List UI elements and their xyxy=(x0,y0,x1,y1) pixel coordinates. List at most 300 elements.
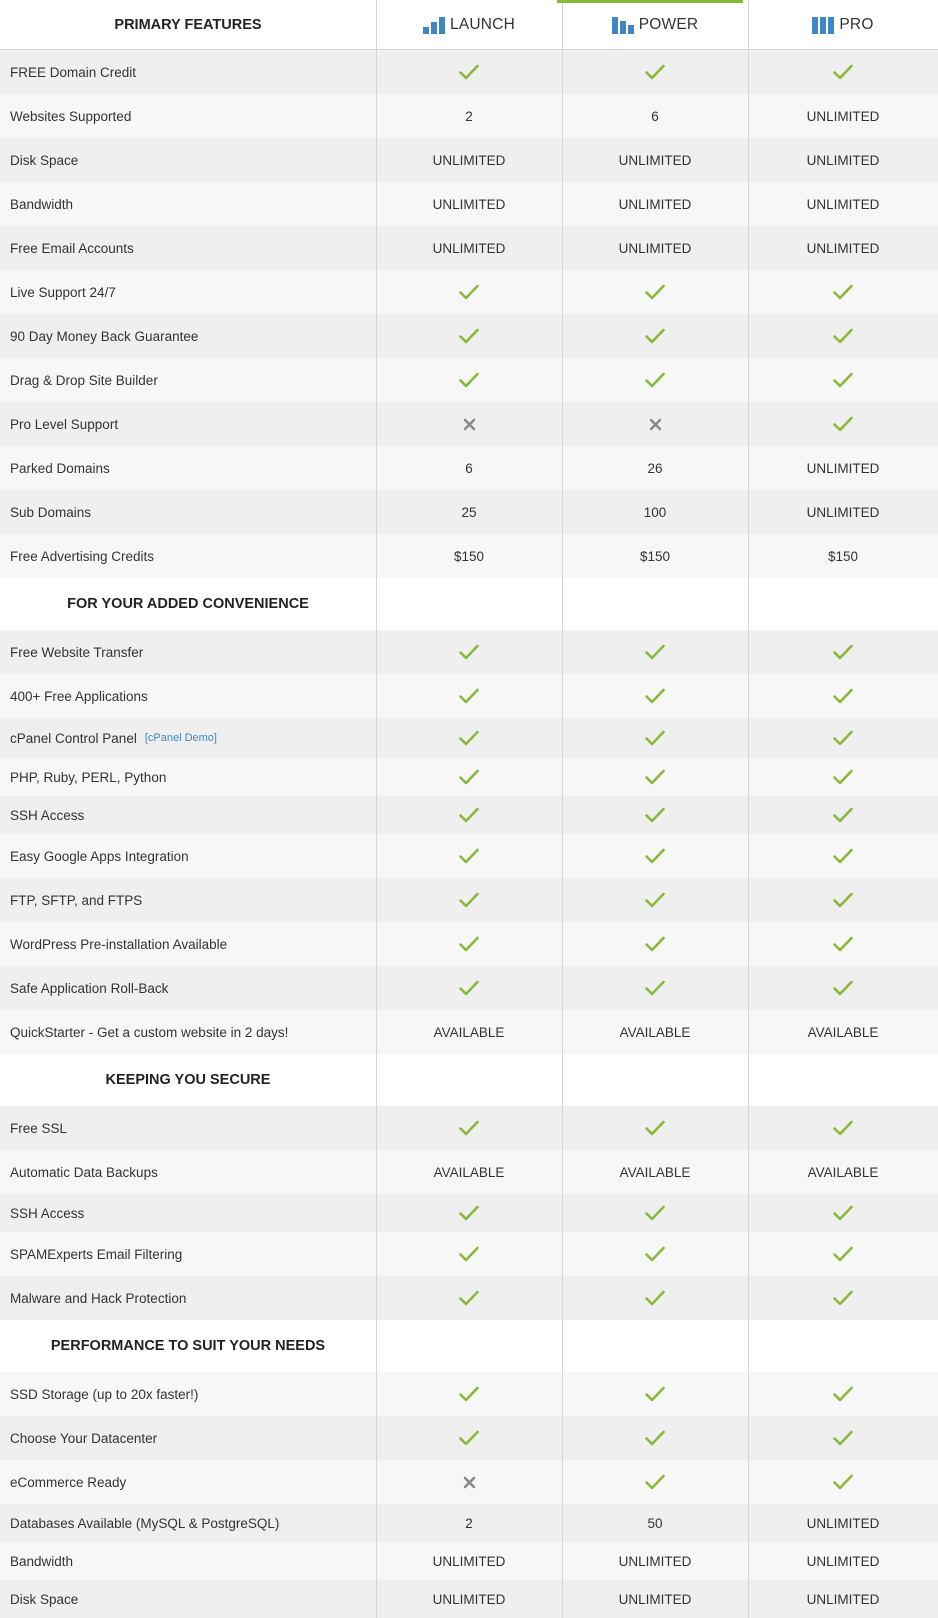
plan-value-cell xyxy=(376,1106,562,1150)
checkmark-icon xyxy=(833,807,853,823)
checkmark-icon xyxy=(833,1474,853,1490)
feature-label: Safe Application Roll-Back xyxy=(10,980,169,996)
table-row xyxy=(0,1010,938,1054)
section-empty-cell xyxy=(376,578,562,630)
feature-label-cell xyxy=(0,1276,376,1320)
section-title-cell xyxy=(0,578,376,630)
feature-label-cell xyxy=(0,630,376,674)
section-title: KEEPING YOU SECURE xyxy=(105,1072,271,1088)
plan-value-cell xyxy=(748,50,938,94)
plan-value: 100 xyxy=(643,504,667,520)
table-row xyxy=(0,402,938,446)
plan-value-cell xyxy=(562,182,748,226)
checkmark-icon xyxy=(459,892,479,908)
plan-value-cell xyxy=(562,834,748,878)
feature-label: SSH Access xyxy=(10,1205,85,1221)
table-row xyxy=(0,1194,938,1232)
plan-value-cell xyxy=(376,758,562,796)
plan-value: UNLIMITED xyxy=(618,152,692,168)
plan-value-cell xyxy=(748,878,938,922)
section-empty-cell xyxy=(562,578,748,630)
plan-value-cell xyxy=(562,758,748,796)
section-empty-cell xyxy=(562,1054,748,1106)
checkmark-icon xyxy=(459,1120,479,1136)
plan-name: POWER xyxy=(638,15,699,33)
table-row xyxy=(0,674,938,718)
plan-value-cell xyxy=(376,922,562,966)
table-row xyxy=(0,796,938,834)
feature-label-cell xyxy=(0,1416,376,1460)
plan-header-pro xyxy=(748,0,938,49)
feature-label-cell xyxy=(0,796,376,834)
plan-value-cell xyxy=(562,50,748,94)
checkmark-icon xyxy=(459,1246,479,1262)
checkmark-icon xyxy=(833,936,853,952)
table-header-row xyxy=(0,0,938,50)
plan-value: $150 xyxy=(827,548,859,564)
plan-value-cell xyxy=(748,630,938,674)
feature-label: Pro Level Support xyxy=(10,416,119,432)
plan-value-cell xyxy=(748,1150,938,1194)
plan-value-cell xyxy=(562,796,748,834)
feature-label-cell xyxy=(0,1232,376,1276)
feature-label-cell xyxy=(0,674,376,718)
plan-value-cell xyxy=(376,1460,562,1504)
table-row xyxy=(0,50,938,94)
checkmark-icon xyxy=(833,1386,853,1402)
feature-label-cell xyxy=(0,922,376,966)
feature-label-cell xyxy=(0,358,376,402)
plan-value-cell xyxy=(376,1232,562,1276)
plan-value: 2 xyxy=(465,108,473,124)
plan-value-cell xyxy=(748,270,938,314)
plan-value: 2 xyxy=(465,1515,473,1531)
feature-label-cell xyxy=(0,270,376,314)
feature-label: SPAMExperts Email Filtering xyxy=(10,1246,183,1262)
table-row xyxy=(0,358,938,402)
checkmark-icon xyxy=(833,769,853,785)
plan-value-cell xyxy=(562,1276,748,1320)
feature-label: Free Advertising Credits xyxy=(10,548,155,564)
plan-value: UNLIMITED xyxy=(806,1553,880,1569)
plan-value-cell xyxy=(748,1010,938,1054)
plan-value-cell xyxy=(376,1010,562,1054)
section-title-cell xyxy=(0,1320,376,1372)
checkmark-icon xyxy=(833,688,853,704)
checkmark-icon xyxy=(459,848,479,864)
feature-label: PHP, Ruby, PERL, Python xyxy=(10,769,167,785)
table-row xyxy=(0,270,938,314)
checkmark-icon xyxy=(645,1474,665,1490)
feature-label-cell xyxy=(0,758,376,796)
plan-value-cell xyxy=(562,358,748,402)
feature-label: Malware and Hack Protection xyxy=(10,1290,187,1306)
plan-value-cell xyxy=(376,358,562,402)
section-title-cell xyxy=(0,1054,376,1106)
checkmark-icon xyxy=(459,372,479,388)
table-row xyxy=(0,718,938,758)
plan-value: UNLIMITED xyxy=(432,1591,506,1607)
plan-value: UNLIMITED xyxy=(432,152,506,168)
checkmark-icon xyxy=(645,328,665,344)
plan-value-cell xyxy=(748,834,938,878)
feature-label: Databases Available (MySQL & PostgreSQL) xyxy=(10,1515,280,1531)
checkmark-icon xyxy=(645,284,665,300)
checkmark-icon xyxy=(833,848,853,864)
checkmark-icon xyxy=(833,1246,853,1262)
feature-label: Parked Domains xyxy=(10,460,110,476)
plan-value: UNLIMITED xyxy=(618,196,692,212)
feature-label-cell xyxy=(0,1106,376,1150)
section-empty-cell xyxy=(562,1320,748,1372)
checkmark-icon xyxy=(645,730,665,746)
feature-label: Live Support 24/7 xyxy=(10,284,116,300)
feature-label: Websites Supported xyxy=(10,108,132,124)
plan-value-cell xyxy=(562,490,748,534)
plan-value-cell xyxy=(562,674,748,718)
plan-value-cell xyxy=(376,834,562,878)
feature-label: 90 Day Money Back Guarantee xyxy=(10,328,199,344)
feature-label: Disk Space xyxy=(10,1591,79,1607)
plan-name: LAUNCH xyxy=(450,15,515,33)
checkmark-icon xyxy=(459,980,479,996)
column-divider xyxy=(376,0,377,1618)
checkmark-icon xyxy=(459,1205,479,1221)
plan-value-cell xyxy=(748,490,938,534)
plan-value-cell xyxy=(376,182,562,226)
feature-label: Sub Domains xyxy=(10,504,92,520)
feature-label-cell xyxy=(0,878,376,922)
feature-label-cell xyxy=(0,1372,376,1416)
section-title: PRIMARY FEATURES xyxy=(114,16,262,33)
table-row xyxy=(0,182,938,226)
plan-value: UNLIMITED xyxy=(806,460,880,476)
checkmark-icon xyxy=(833,1430,853,1446)
plan-value-cell xyxy=(748,1372,938,1416)
plan-value: UNLIMITED xyxy=(806,108,880,124)
plan-value-cell xyxy=(376,1580,562,1618)
checkmark-icon xyxy=(645,807,665,823)
section-header-row xyxy=(0,1320,938,1372)
checkmark-icon xyxy=(833,372,853,388)
checkmark-icon xyxy=(459,730,479,746)
plan-value-cell xyxy=(376,1194,562,1232)
table-row xyxy=(0,446,938,490)
feature-label-cell xyxy=(0,718,376,758)
plan-value-cell xyxy=(562,1194,748,1232)
plan-value-cell xyxy=(748,1542,938,1580)
plan-value-cell xyxy=(376,314,562,358)
plan-value-cell xyxy=(748,1232,938,1276)
plan-value: UNLIMITED xyxy=(806,504,880,520)
feature-label-cell xyxy=(0,226,376,270)
feature-label: QuickStarter - Get a custom website in 2 days! xyxy=(10,1024,289,1040)
feature-label-cell xyxy=(0,402,376,446)
plan-value-cell xyxy=(376,966,562,1010)
plan-value-cell xyxy=(748,1504,938,1542)
feature-label-cell xyxy=(0,182,376,226)
feature-label-cell xyxy=(0,138,376,182)
cross-icon xyxy=(463,1476,476,1489)
feature-label-cell xyxy=(0,446,376,490)
plan-value-cell xyxy=(562,1150,748,1194)
column-divider xyxy=(748,0,749,1618)
table-row xyxy=(0,1232,938,1276)
plan-value-cell xyxy=(748,534,938,578)
feature-label: 400+ Free Applications xyxy=(10,688,148,704)
feature-label-cell xyxy=(0,94,376,138)
plan-value: AVAILABLE xyxy=(433,1164,505,1180)
table-row xyxy=(0,1106,938,1150)
checkmark-icon xyxy=(645,64,665,80)
plan-value-cell xyxy=(748,446,938,490)
checkmark-icon xyxy=(459,1386,479,1402)
table-row xyxy=(0,1542,938,1580)
plan-value-cell xyxy=(562,922,748,966)
checkmark-icon xyxy=(833,644,853,660)
checkmark-icon xyxy=(459,1430,479,1446)
plan-value-cell xyxy=(376,534,562,578)
plan-value: 50 xyxy=(647,1515,663,1531)
feature-label: eCommerce Ready xyxy=(10,1474,127,1490)
plan-header-power xyxy=(562,0,748,49)
checkmark-icon xyxy=(833,892,853,908)
feature-label: Automatic Data Backups xyxy=(10,1164,158,1180)
plan-value-cell xyxy=(562,1504,748,1542)
checkmark-icon xyxy=(833,1120,853,1136)
plan-value-cell xyxy=(562,1542,748,1580)
plan-value-cell xyxy=(376,94,562,138)
plan-value: UNLIMITED xyxy=(806,240,880,256)
plan-value: 6 xyxy=(465,460,473,476)
table-row xyxy=(0,922,938,966)
checkmark-icon xyxy=(645,1246,665,1262)
plan-value-cell xyxy=(748,966,938,1010)
plan-value-cell xyxy=(562,226,748,270)
plan-value-cell xyxy=(376,1416,562,1460)
feature-label: Free Email Accounts xyxy=(10,240,134,256)
feature-label-cell xyxy=(0,1504,376,1542)
checkmark-icon xyxy=(459,807,479,823)
cpanel-demo-link[interactable]: [cPanel Demo] xyxy=(144,732,217,744)
feature-label-cell xyxy=(0,834,376,878)
plan-value-cell xyxy=(562,402,748,446)
plan-value-cell xyxy=(562,878,748,922)
table-row xyxy=(0,834,938,878)
feature-label: cPanel Control Panel xyxy=(10,730,137,746)
section-empty-cell xyxy=(748,1320,938,1372)
bars-full-icon xyxy=(812,16,834,34)
feature-label-cell xyxy=(0,314,376,358)
plan-value-cell xyxy=(748,402,938,446)
plan-value: $150 xyxy=(639,548,671,564)
checkmark-icon xyxy=(833,284,853,300)
checkmark-icon xyxy=(645,372,665,388)
plan-value-cell xyxy=(562,718,748,758)
table-row xyxy=(0,94,938,138)
checkmark-icon xyxy=(645,1386,665,1402)
feature-label: WordPress Pre-installation Available xyxy=(10,936,228,952)
plan-value-cell xyxy=(376,270,562,314)
plan-value-cell xyxy=(562,446,748,490)
plan-value-cell xyxy=(562,94,748,138)
plan-value-cell xyxy=(562,1460,748,1504)
bars-rising-icon xyxy=(423,16,445,34)
section-header-row xyxy=(0,578,938,630)
section-title: PERFORMANCE TO SUIT YOUR NEEDS xyxy=(50,1338,326,1354)
table-row xyxy=(0,226,938,270)
checkmark-icon xyxy=(459,769,479,785)
table-row xyxy=(0,534,938,578)
table-row xyxy=(0,878,938,922)
plan-value-cell xyxy=(748,1276,938,1320)
plan-value-cell xyxy=(376,1276,562,1320)
table-row xyxy=(0,1150,938,1194)
plan-value-cell xyxy=(748,718,938,758)
plan-value: AVAILABLE xyxy=(807,1024,879,1040)
feature-label-cell xyxy=(0,966,376,1010)
feature-label: Free SSL xyxy=(10,1120,68,1136)
checkmark-icon xyxy=(645,1290,665,1306)
plan-value-cell xyxy=(748,94,938,138)
table-row xyxy=(0,1580,938,1618)
plan-value-cell xyxy=(562,1580,748,1618)
plan-value-cell xyxy=(748,138,938,182)
column-divider xyxy=(562,0,563,1618)
plan-value-cell xyxy=(376,718,562,758)
feature-label: Easy Google Apps Integration xyxy=(10,848,189,864)
feature-label-cell xyxy=(0,1194,376,1232)
plan-value-cell xyxy=(376,226,562,270)
plan-value-cell xyxy=(376,490,562,534)
plan-value-cell xyxy=(376,630,562,674)
feature-label-cell xyxy=(0,490,376,534)
plan-value-cell xyxy=(376,50,562,94)
plan-value-cell xyxy=(562,1416,748,1460)
feature-label-cell xyxy=(0,1460,376,1504)
feature-label: SSD Storage (up to 20x faster!) xyxy=(10,1386,199,1402)
feature-label-cell xyxy=(0,1150,376,1194)
plan-value: AVAILABLE xyxy=(433,1024,505,1040)
checkmark-icon xyxy=(833,64,853,80)
feature-label: Choose Your Datacenter xyxy=(10,1430,158,1446)
feature-label: Bandwidth xyxy=(10,196,74,212)
plan-value: 25 xyxy=(461,504,477,520)
plan-value-cell xyxy=(562,1106,748,1150)
checkmark-icon xyxy=(645,1120,665,1136)
plan-value-cell xyxy=(376,138,562,182)
checkmark-icon xyxy=(645,892,665,908)
checkmark-icon xyxy=(645,848,665,864)
checkmark-icon xyxy=(645,769,665,785)
plan-value: UNLIMITED xyxy=(432,196,506,212)
checkmark-icon xyxy=(833,416,853,432)
cross-icon xyxy=(649,418,662,431)
checkmark-icon xyxy=(459,936,479,952)
checkmark-icon xyxy=(645,980,665,996)
bars-mid-icon xyxy=(612,16,634,34)
plan-value: AVAILABLE xyxy=(619,1024,691,1040)
table-row xyxy=(0,966,938,1010)
plan-value: UNLIMITED xyxy=(432,240,506,256)
table-row xyxy=(0,1460,938,1504)
plan-value-cell xyxy=(562,1372,748,1416)
feature-label-cell xyxy=(0,1542,376,1580)
plan-value-cell xyxy=(562,1232,748,1276)
plan-value-cell xyxy=(376,1372,562,1416)
section-title-cell xyxy=(0,0,376,49)
power-plan-highlight xyxy=(557,0,743,3)
checkmark-icon xyxy=(645,688,665,704)
plan-value-cell xyxy=(748,314,938,358)
plan-value-cell xyxy=(376,674,562,718)
feature-label-cell xyxy=(0,1010,376,1054)
plan-value-cell xyxy=(748,1194,938,1232)
plan-header-launch xyxy=(376,0,562,49)
plan-value-cell xyxy=(748,674,938,718)
table-row xyxy=(0,1416,938,1460)
feature-label: Drag & Drop Site Builder xyxy=(10,372,158,388)
checkmark-icon xyxy=(833,328,853,344)
checkmark-icon xyxy=(833,1290,853,1306)
section-empty-cell xyxy=(376,1320,562,1372)
feature-label: FTP, SFTP, and FTPS xyxy=(10,892,143,908)
checkmark-icon xyxy=(459,1290,479,1306)
checkmark-icon xyxy=(833,730,853,746)
plan-value-cell xyxy=(562,270,748,314)
plan-value-cell xyxy=(376,878,562,922)
checkmark-icon xyxy=(833,980,853,996)
table-row xyxy=(0,1276,938,1320)
checkmark-icon xyxy=(645,936,665,952)
plan-value-cell xyxy=(748,758,938,796)
plan-value: UNLIMITED xyxy=(806,1515,880,1531)
plan-value: UNLIMITED xyxy=(806,152,880,168)
checkmark-icon xyxy=(459,284,479,300)
checkmark-icon xyxy=(645,644,665,660)
plan-value-cell xyxy=(562,966,748,1010)
checkmark-icon xyxy=(459,644,479,660)
plan-value-cell xyxy=(562,630,748,674)
plan-value-cell xyxy=(376,1504,562,1542)
plan-value-cell xyxy=(748,1580,938,1618)
table-row xyxy=(0,490,938,534)
plan-value-cell xyxy=(748,1460,938,1504)
plan-value-cell xyxy=(748,1416,938,1460)
plan-value-cell xyxy=(376,402,562,446)
plan-value-cell xyxy=(376,1150,562,1194)
plan-value-cell xyxy=(748,226,938,270)
feature-label: SSH Access xyxy=(10,807,85,823)
plan-value: $150 xyxy=(453,548,485,564)
plan-value-cell xyxy=(562,534,748,578)
table-row xyxy=(0,1504,938,1542)
plan-value: UNLIMITED xyxy=(432,1553,506,1569)
plan-value: 6 xyxy=(651,108,659,124)
plan-name: PRO xyxy=(839,15,874,33)
table-row xyxy=(0,138,938,182)
plan-value: UNLIMITED xyxy=(618,240,692,256)
plan-value-cell xyxy=(376,796,562,834)
plan-value-cell xyxy=(562,1010,748,1054)
checkmark-icon xyxy=(459,64,479,80)
table-row xyxy=(0,314,938,358)
feature-label-cell xyxy=(0,1580,376,1618)
cross-icon xyxy=(463,418,476,431)
plan-value-cell xyxy=(748,796,938,834)
section-title: FOR YOUR ADDED CONVENIENCE xyxy=(67,596,309,612)
table-row xyxy=(0,1372,938,1416)
